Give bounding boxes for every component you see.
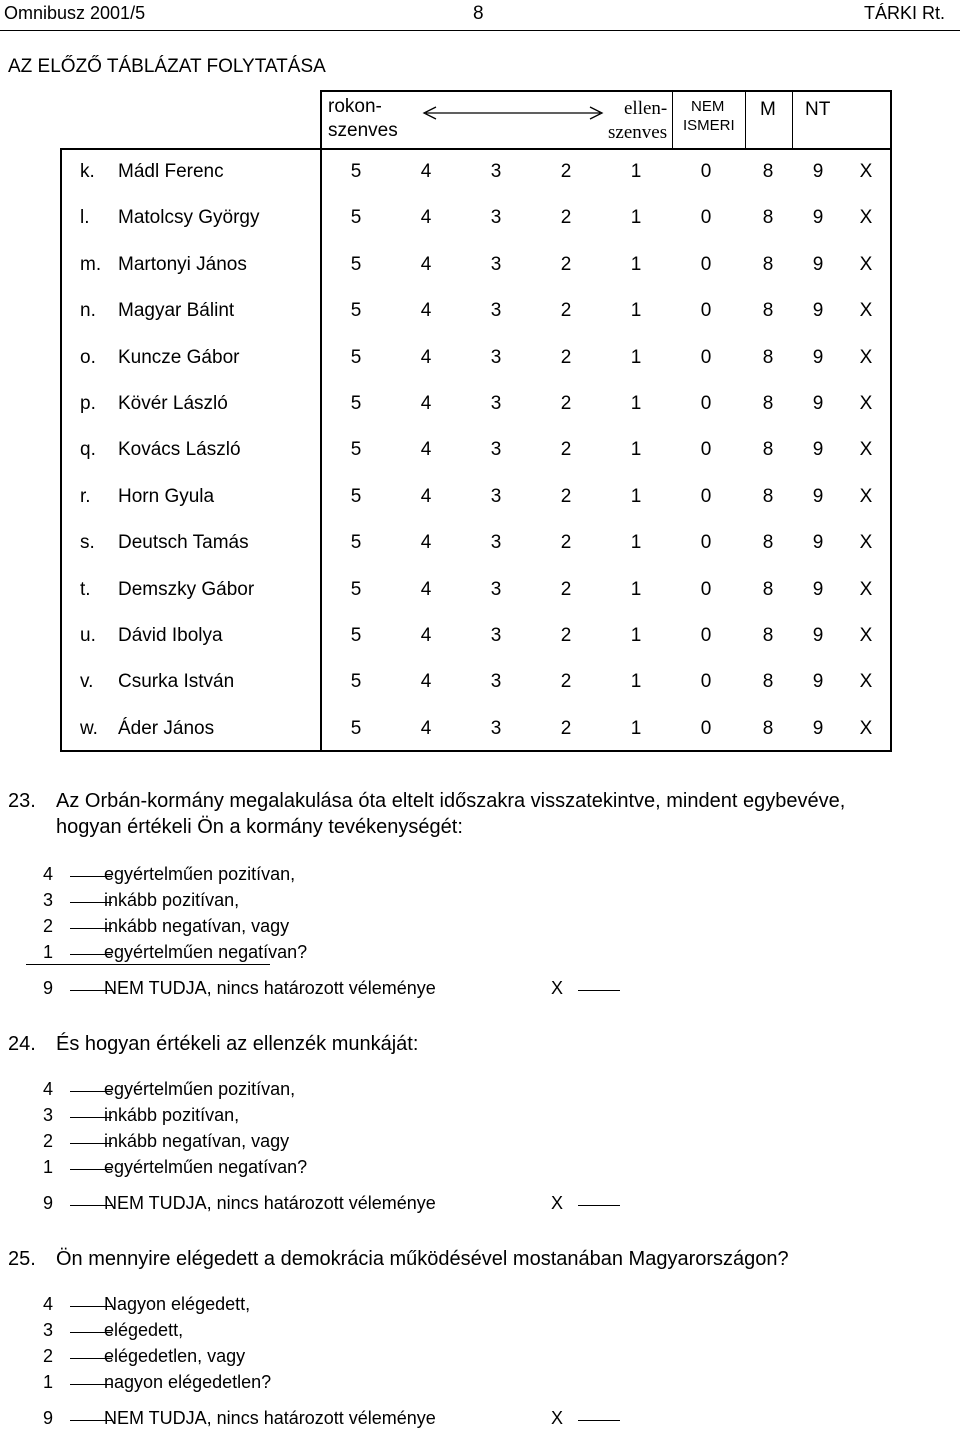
answer-code[interactable]: 3 bbox=[490, 254, 502, 275]
answer-code[interactable]: 3 bbox=[490, 625, 502, 646]
row-person-name: Matolcsy György bbox=[118, 207, 260, 228]
answer-code[interactable]: 9 bbox=[812, 625, 824, 646]
table-header-rule bbox=[60, 148, 892, 150]
answer-code[interactable]: 5 bbox=[350, 347, 362, 368]
answer-code[interactable]: 5 bbox=[350, 532, 362, 553]
row-letter: q. bbox=[80, 439, 96, 460]
answer-code[interactable]: 9 bbox=[812, 254, 824, 275]
option-code: 1 bbox=[43, 942, 54, 962]
answer-code[interactable]: 2 bbox=[560, 625, 572, 646]
answer-code[interactable]: 0 bbox=[700, 671, 712, 692]
answer-code[interactable]: 4 bbox=[420, 532, 432, 553]
row-letter: r. bbox=[80, 486, 91, 507]
option-code: 4 bbox=[43, 1079, 54, 1099]
option-code: 3 bbox=[43, 890, 54, 910]
answer-code[interactable]: 8 bbox=[762, 207, 774, 228]
answer-code[interactable]: 0 bbox=[700, 347, 712, 368]
answer-code[interactable]: 9 bbox=[812, 393, 824, 414]
answer-code[interactable]: 4 bbox=[420, 486, 432, 507]
answer-code[interactable]: X bbox=[859, 254, 873, 275]
row-person-name: Kovács László bbox=[118, 439, 241, 460]
answer-code[interactable]: X bbox=[859, 671, 873, 692]
row-person-name: Deutsch Tamás bbox=[118, 532, 249, 553]
answer-code[interactable]: 1 bbox=[630, 347, 642, 368]
row-person-name: Horn Gyula bbox=[118, 486, 215, 507]
row-letter: p. bbox=[80, 393, 96, 414]
table-left-border bbox=[60, 148, 62, 752]
option-code: 3 bbox=[43, 1320, 54, 1340]
answer-code[interactable]: 8 bbox=[762, 718, 774, 739]
scale-left-label-1: rokon- bbox=[328, 96, 382, 117]
answer-code[interactable]: 8 bbox=[762, 254, 774, 275]
header-divider-3 bbox=[792, 90, 793, 148]
option-code: 3 bbox=[43, 1105, 54, 1125]
answer-code[interactable]: 9 bbox=[812, 671, 824, 692]
m-column-label: M bbox=[760, 99, 776, 120]
option-code: 2 bbox=[43, 1131, 54, 1151]
answer-code[interactable]: 2 bbox=[560, 300, 572, 321]
answer-code[interactable]: 0 bbox=[700, 161, 712, 182]
header-left: Omnibusz 2001/5 bbox=[4, 3, 146, 23]
question-number: 24. bbox=[8, 1033, 36, 1055]
answer-code[interactable]: 8 bbox=[762, 300, 774, 321]
answer-code[interactable]: 1 bbox=[630, 625, 642, 646]
option-code: 9 bbox=[43, 1193, 54, 1213]
options-separator bbox=[26, 964, 270, 965]
answer-code[interactable]: 9 bbox=[812, 718, 824, 739]
answer-code[interactable]: 0 bbox=[700, 207, 712, 228]
answer-code[interactable]: 8 bbox=[762, 393, 774, 414]
option-label: Nagyon elégedett, bbox=[104, 1294, 251, 1314]
answer-code[interactable]: 9 bbox=[812, 486, 824, 507]
answer-code[interactable]: 3 bbox=[490, 207, 502, 228]
answer-code[interactable]: 9 bbox=[812, 300, 824, 321]
option-label: egyértelműen negatívan? bbox=[104, 1157, 308, 1177]
answer-code[interactable]: 3 bbox=[490, 161, 502, 182]
row-letter: m. bbox=[80, 254, 102, 275]
answer-code[interactable]: 1 bbox=[630, 579, 642, 600]
answer-code[interactable]: 0 bbox=[700, 532, 712, 553]
answer-code[interactable]: X bbox=[859, 300, 873, 321]
answer-code[interactable]: 1 bbox=[630, 207, 642, 228]
nem-ismeri-label-2: ISMERI bbox=[683, 117, 735, 134]
header-divider-2 bbox=[745, 90, 746, 148]
answer-code[interactable]: 0 bbox=[700, 300, 712, 321]
answer-code[interactable]: 4 bbox=[420, 718, 432, 739]
answer-code[interactable]: 2 bbox=[560, 532, 572, 553]
option-label: egyértelműen pozitívan, bbox=[104, 1079, 296, 1099]
answer-code[interactable]: 3 bbox=[490, 532, 502, 553]
nt-column-label: NT bbox=[805, 99, 831, 120]
question-number: 23. bbox=[8, 790, 36, 812]
answer-code[interactable]: 2 bbox=[560, 718, 572, 739]
table-scale-left-border bbox=[320, 90, 322, 752]
answer-code[interactable]: 4 bbox=[420, 254, 432, 275]
answer-code[interactable]: 9 bbox=[812, 207, 824, 228]
row-person-name: Kövér László bbox=[118, 393, 228, 414]
answer-code[interactable]: 0 bbox=[700, 625, 712, 646]
answer-code[interactable]: 5 bbox=[350, 300, 362, 321]
row-person-name: Csurka István bbox=[118, 671, 235, 692]
answer-code[interactable]: X bbox=[859, 718, 873, 739]
header-divider-1 bbox=[672, 90, 673, 148]
table-top-border bbox=[320, 90, 892, 92]
option-code: 9 bbox=[43, 1408, 54, 1428]
answer-code[interactable]: 4 bbox=[420, 671, 432, 692]
answer-code[interactable]: 5 bbox=[350, 671, 362, 692]
option-label: elégedett, bbox=[104, 1320, 184, 1340]
row-person-name: Martonyi János bbox=[118, 254, 247, 275]
answer-code[interactable]: 1 bbox=[630, 671, 642, 692]
double-arrow-icon bbox=[420, 106, 606, 120]
nem-ismeri-label-1: NEM bbox=[691, 98, 725, 115]
answer-code[interactable]: 1 bbox=[630, 486, 642, 507]
answer-code[interactable]: 0 bbox=[700, 393, 712, 414]
table-title: AZ ELŐZŐ TÁBLÁZAT FOLYTATÁSA bbox=[8, 56, 326, 77]
answer-code[interactable]: 8 bbox=[762, 579, 774, 600]
answer-code[interactable]: 3 bbox=[490, 579, 502, 600]
row-letter: w. bbox=[80, 718, 98, 739]
answer-code[interactable]: 2 bbox=[560, 439, 572, 460]
skip-code-x: X bbox=[551, 1193, 564, 1213]
answer-code[interactable]: 4 bbox=[420, 347, 432, 368]
answer-code[interactable]: 4 bbox=[420, 439, 432, 460]
question-text-continued: hogyan értékeli Ön a kormány tevékenységét: bbox=[56, 816, 463, 838]
option-label: nagyon elégedetlen? bbox=[104, 1372, 272, 1392]
answer-code[interactable]: 8 bbox=[762, 161, 774, 182]
answer-code[interactable]: 2 bbox=[560, 671, 572, 692]
option-code: 1 bbox=[43, 1372, 54, 1392]
answer-code[interactable]: 3 bbox=[490, 347, 502, 368]
option-code: 2 bbox=[43, 1346, 54, 1366]
option-label: NEM TUDJA, nincs határozott véleménye bbox=[104, 978, 436, 998]
row-person-name: Dávid Ibolya bbox=[118, 625, 223, 646]
answer-code[interactable]: 8 bbox=[762, 625, 774, 646]
option-code: 9 bbox=[43, 978, 54, 998]
answer-code[interactable]: 0 bbox=[700, 718, 712, 739]
question-text: És hogyan értékeli az ellenzék munkáját: bbox=[56, 1033, 419, 1055]
answer-code[interactable]: 9 bbox=[812, 439, 824, 460]
answer-code[interactable]: X bbox=[859, 207, 873, 228]
answer-code[interactable]: 5 bbox=[350, 718, 362, 739]
option-code: 1 bbox=[43, 1157, 54, 1177]
answer-code[interactable]: 5 bbox=[350, 207, 362, 228]
answer-code[interactable]: 2 bbox=[560, 486, 572, 507]
row-letter: o. bbox=[80, 347, 96, 368]
answer-code[interactable]: X bbox=[859, 486, 873, 507]
answer-code[interactable]: 8 bbox=[762, 486, 774, 507]
scale-left-label-2: szenves bbox=[328, 120, 398, 141]
row-letter: t. bbox=[80, 579, 91, 600]
answer-code[interactable]: 4 bbox=[420, 207, 432, 228]
answer-code[interactable]: 2 bbox=[560, 161, 572, 182]
page-number: 8 bbox=[473, 3, 484, 24]
answer-code[interactable]: 8 bbox=[762, 439, 774, 460]
option-label: inkább pozitívan, bbox=[104, 890, 240, 910]
answer-code[interactable]: 8 bbox=[762, 532, 774, 553]
row-letter: s. bbox=[80, 532, 95, 553]
answer-code[interactable]: 2 bbox=[560, 207, 572, 228]
answer-code[interactable]: 1 bbox=[630, 718, 642, 739]
answer-code[interactable]: 9 bbox=[812, 579, 824, 600]
skip-code-dash bbox=[578, 1205, 620, 1206]
answer-code[interactable]: 5 bbox=[350, 579, 362, 600]
row-letter: l. bbox=[80, 207, 90, 228]
answer-code[interactable]: 3 bbox=[490, 300, 502, 321]
table-right-border bbox=[890, 90, 892, 752]
answer-code[interactable]: 2 bbox=[560, 347, 572, 368]
answer-code[interactable]: 4 bbox=[420, 625, 432, 646]
scale-right-label-2: szenves bbox=[608, 122, 668, 143]
option-label: NEM TUDJA, nincs határozott véleménye bbox=[104, 1193, 436, 1213]
answer-code[interactable]: 0 bbox=[700, 579, 712, 600]
option-label: inkább pozitívan, bbox=[104, 1105, 240, 1125]
answer-code[interactable]: 3 bbox=[490, 671, 502, 692]
answer-code[interactable]: 0 bbox=[700, 254, 712, 275]
answer-code[interactable]: 9 bbox=[812, 161, 824, 182]
skip-code-dash bbox=[578, 1420, 620, 1421]
answer-code[interactable]: X bbox=[859, 439, 873, 460]
answer-code[interactable]: X bbox=[859, 393, 873, 414]
answer-code[interactable]: 8 bbox=[762, 347, 774, 368]
header-right: TÁRKI Rt. bbox=[864, 3, 946, 23]
skip-code-x: X bbox=[551, 978, 564, 998]
option-code: 4 bbox=[43, 1294, 54, 1314]
answer-code[interactable]: 1 bbox=[630, 161, 642, 182]
answer-code[interactable]: 5 bbox=[350, 254, 362, 275]
answer-code[interactable]: 0 bbox=[700, 486, 712, 507]
answer-code[interactable]: 5 bbox=[350, 486, 362, 507]
answer-code[interactable]: 1 bbox=[630, 532, 642, 553]
question-number: 25. bbox=[8, 1248, 36, 1270]
answer-code[interactable]: 4 bbox=[420, 300, 432, 321]
row-person-name: Kuncze Gábor bbox=[118, 347, 240, 368]
question-text: Az Orbán-kormány megalakulása óta eltelt időszakra visszatekintve, mindent egybevéve, bbox=[56, 790, 846, 812]
answer-code[interactable]: 4 bbox=[420, 579, 432, 600]
answer-code[interactable]: 5 bbox=[350, 161, 362, 182]
skip-code-x: X bbox=[551, 1408, 564, 1428]
answer-code[interactable]: 3 bbox=[490, 439, 502, 460]
option-code: 4 bbox=[43, 864, 54, 884]
option-label: NEM TUDJA, nincs határozott véleménye bbox=[104, 1408, 436, 1428]
answer-code[interactable]: 4 bbox=[420, 161, 432, 182]
option-label: egyértelműen negatívan? bbox=[104, 942, 308, 962]
row-letter: v. bbox=[80, 671, 94, 692]
answer-code[interactable]: 1 bbox=[630, 393, 642, 414]
answer-code[interactable]: 5 bbox=[350, 439, 362, 460]
row-letter: k. bbox=[80, 161, 95, 182]
row-person-name: Áder János bbox=[118, 718, 215, 739]
skip-code-dash bbox=[578, 990, 620, 991]
table-bottom-border bbox=[60, 750, 892, 752]
option-label: inkább negatívan, vagy bbox=[104, 916, 290, 936]
row-letter: u. bbox=[80, 625, 96, 646]
answer-code[interactable]: 5 bbox=[350, 625, 362, 646]
option-label: elégedetlen, vagy bbox=[104, 1346, 246, 1366]
scale-right-label-1: ellen- bbox=[624, 98, 668, 119]
answer-code[interactable]: 1 bbox=[630, 254, 642, 275]
answer-code[interactable]: 9 bbox=[812, 347, 824, 368]
answer-code[interactable]: 2 bbox=[560, 393, 572, 414]
option-label: egyértelműen pozitívan, bbox=[104, 864, 296, 884]
answer-code[interactable]: 4 bbox=[420, 393, 432, 414]
row-person-name: Mádl Ferenc bbox=[118, 161, 224, 182]
answer-code[interactable]: X bbox=[859, 532, 873, 553]
answer-code[interactable]: 3 bbox=[490, 486, 502, 507]
answer-code[interactable]: X bbox=[859, 347, 873, 368]
answer-code[interactable]: 1 bbox=[630, 439, 642, 460]
question-text: Ön mennyire elégedett a demokrácia működésével mostanában Magyarországon? bbox=[56, 1248, 789, 1270]
answer-code[interactable]: 3 bbox=[490, 393, 502, 414]
row-person-name: Magyar Bálint bbox=[118, 300, 235, 321]
option-code: 2 bbox=[43, 916, 54, 936]
answer-code[interactable]: X bbox=[859, 161, 873, 182]
answer-code[interactable]: 8 bbox=[762, 671, 774, 692]
answer-code[interactable]: 1 bbox=[630, 300, 642, 321]
row-letter: n. bbox=[80, 300, 96, 321]
answer-code[interactable]: 0 bbox=[700, 439, 712, 460]
answer-code[interactable]: 3 bbox=[490, 718, 502, 739]
answer-code[interactable]: 5 bbox=[350, 393, 362, 414]
row-person-name: Demszky Gábor bbox=[118, 579, 255, 600]
answer-code[interactable]: X bbox=[859, 625, 873, 646]
option-label: inkább negatívan, vagy bbox=[104, 1131, 290, 1151]
answer-code[interactable]: X bbox=[859, 579, 873, 600]
answer-code[interactable]: 2 bbox=[560, 579, 572, 600]
answer-code[interactable]: 9 bbox=[812, 532, 824, 553]
answer-code[interactable]: 2 bbox=[560, 254, 572, 275]
